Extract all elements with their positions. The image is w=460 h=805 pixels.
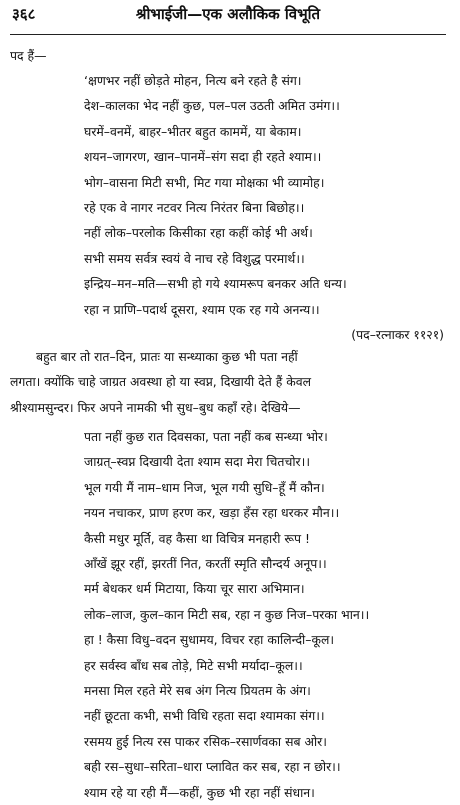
prose-line: लगता। क्योंकि चाहे जाग्रत अवस्था हो या स्वप्न, दिखायी देते हैं केवल [10,374,312,390]
citation: (पद–रत्नाकर ११२१) [351,326,444,342]
verse-line: शयन–जागरण, खान–पानमें–संग सदा ही रहते श्याम।। [84,149,322,165]
verse-line: सभी समय सर्वत्र स्वयं वे नाच रहे विशुद्ध परमार्थ।। [84,250,305,266]
verse-line: जाग्रत्–स्वप्न दिखायी देता श्याम सदा मेरा चितचोर।। [84,454,311,470]
prose-line: बहुत बार तो रात–दिन, प्रातः या सन्ध्याका कुछ भी पता नहीं [36,348,298,364]
running-title: श्रीभाईजी—एक अलौकिक विभूति [135,5,321,23]
intro-line: पद हैं— [10,48,47,63]
verse-line: पता नहीं कुछ रात दिवसका, पता नहीं कब सन्ध्या भोर। [84,429,328,445]
verse-block-2 [84,424,446,805]
prose-paragraph [10,348,446,424]
verse-line: नहीं लोक–परलोक किसीका रहा कहीं कोई भी अर्थ। [84,225,313,241]
verse-line: कैसी मधुर मूर्ति, वह कैसा था विचित्र मनहारी रूप ! [84,530,310,546]
verse-line: इन्द्रिय–मन–मति—सभी हो गये श्यामरूप बनकर अति धन्य। [84,276,347,292]
page-content [10,35,446,805]
verse-block-1 [84,68,446,322]
verse-line: हर सर्वस्व बाँध सब तोड़े, मिटे सभी मर्यादा–कूल।। [84,657,303,673]
verse-line: नयन नचाकर, प्राण हरण कर, खड़ा हँस रहा धरकर मौन।। [84,505,340,521]
verse-line: भोग–वासना मिटी सभी, मिट गया मोक्षका भी व्यामोह। [84,174,325,190]
verse-line: देश–कालका भेद नहीं कुछ, पल–पल उठती अमित उमंग।। [84,98,340,114]
verse-line: रहे एक वे नागर नटवर नित्य निरंतर बिना बिछोह।। [84,199,305,215]
verse-line: बही रस–सुधा–सरिता–धारा प्लावित कर सब, रहा न छोर।। [84,759,341,775]
verse-line: मनसा मिल रहते मेरे सब अंग नित्य प्रियतम के अंग। [84,682,311,698]
verse-line: ‘क्षणभर नहीं छोड़ते मोहन, नित्य बने रहते है संग। [84,73,302,88]
verse-line: हा ! कैसा विधु–वदन सुधामय, विचर रहा कालिन्दी–कूल। [84,632,335,648]
verse-line: श्याम रहे या रही मैं—कहीं, कुछ भी रहा नहीं संधान। [84,784,315,800]
verse-line: घरमें–वनमें, बाहर–भीतर बहुत काममें, या बेकाम। [84,123,302,139]
verse-line: लोक–लाज, कुल–कान मिटी सब, रहा न कुछ निज–परका भान।। [84,606,370,622]
verse-line: रसमय हुई नित्य रस पाकर रसिक–रसार्णवका सब ओर। [84,733,327,749]
page-header [10,0,446,35]
verse-line: आँखें झूर रहीं, झरतीं नित, करतीं स्मृति सौन्दर्य अनूप।। [84,556,327,572]
verse-line: नहीं छूटता कभी, सभी विधि रहता सदा श्यामका संग।। [84,708,325,724]
page-number: ३६८ [12,5,36,23]
prose-line: श्रीश्यामसुन्दर। फिर अपने नामकी भी सुध–बुध कहाँ रहे। देखिये— [10,399,301,415]
verse-line: रहा न प्राणि–पदार्थ दूसरा, श्याम एक रह गये अनन्य।। [84,301,320,317]
verse-line: भूल गयी मैं नाम–धाम निज, भूल गयी सुधि–हूँ मैं कौन। [84,479,325,495]
verse-line: मर्म बेधकर धर्म मिटाया, किया चूर सारा अभिमान। [84,581,305,597]
